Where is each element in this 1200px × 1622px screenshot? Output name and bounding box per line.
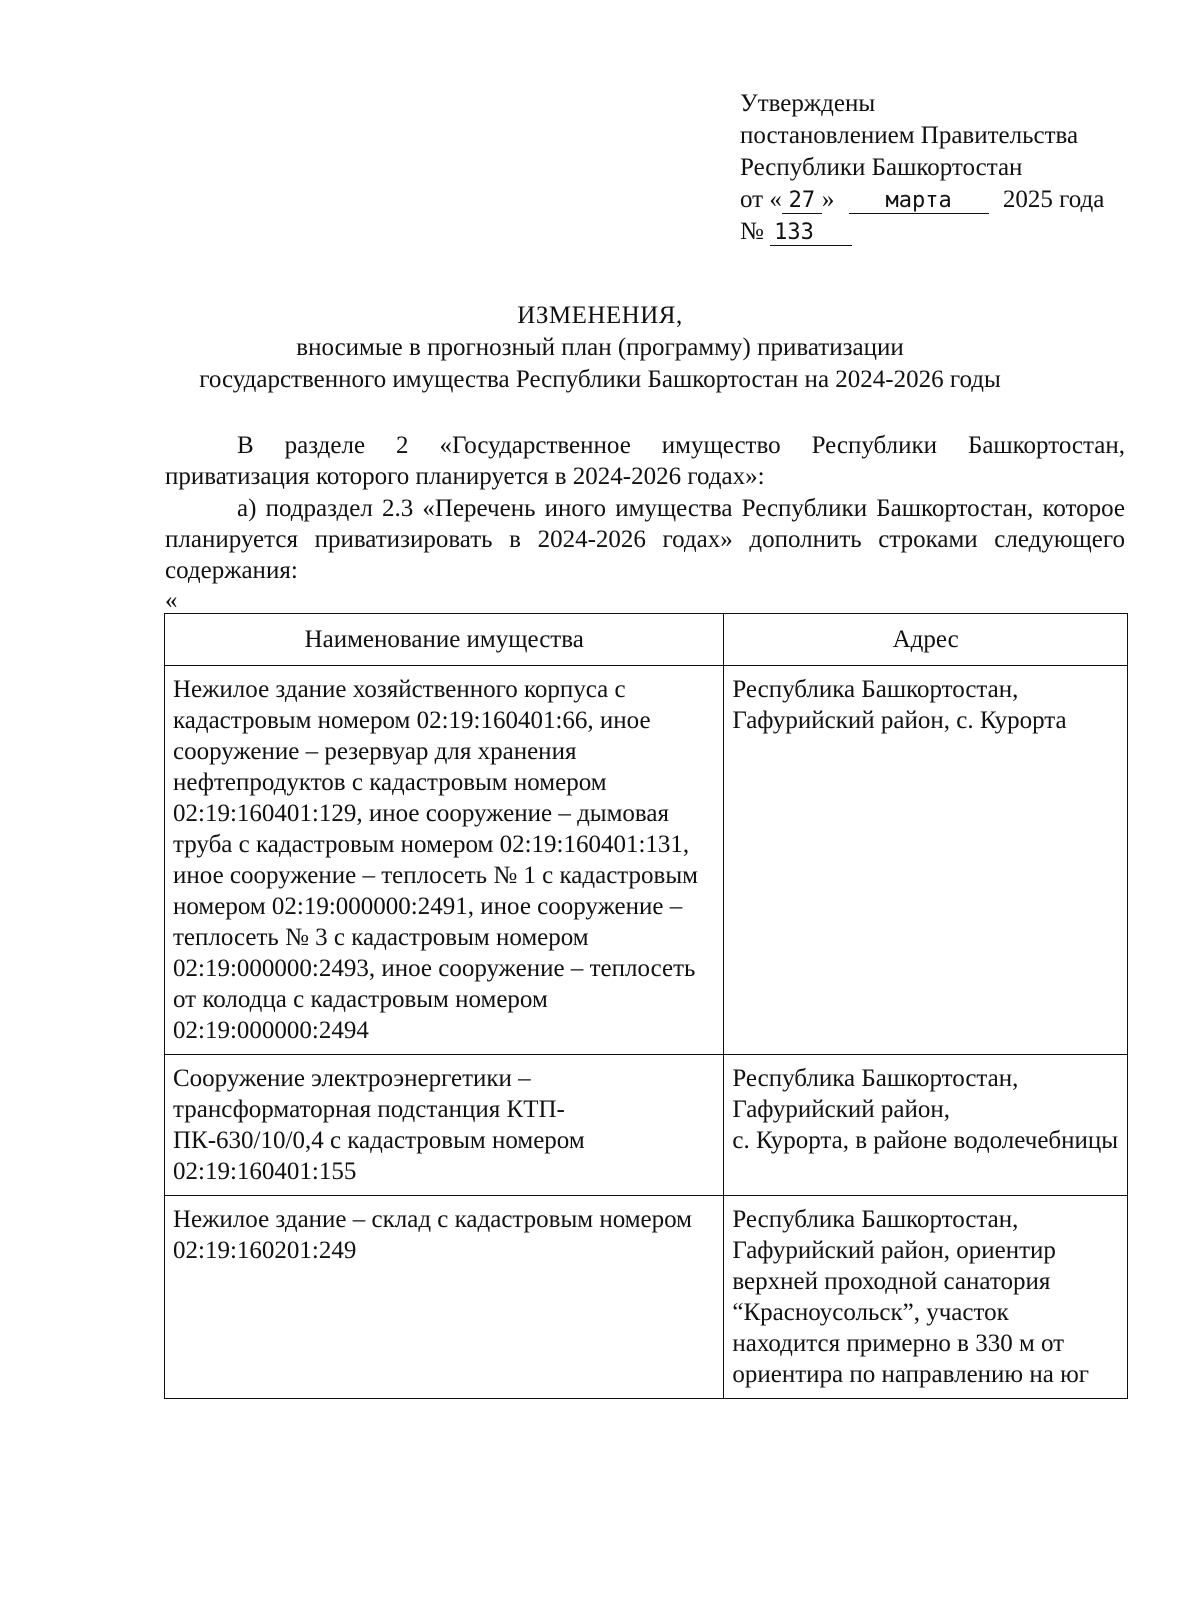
date-day: 27 — [782, 189, 822, 214]
approval-line-3: Республики Башкортостан — [740, 154, 1023, 181]
date-month: марта — [849, 189, 989, 214]
document-title — [0, 300, 1200, 396]
date-mid: » — [821, 186, 835, 213]
date-prefix: от « — [740, 186, 782, 213]
row-2-name: Сооружение электроэнергетики – трансформаторная подстанция КТП-ПК-630/10/0,4 с кадастровым номером 02:19:160401:155 — [165, 1055, 724, 1196]
title-sub-1: вносимые в прогнозный план (программу) приватизации — [296, 334, 904, 361]
number-prefix: № — [740, 218, 764, 245]
row-3-address: Республика Башкортостан, Гафурийский район, ориентир верхней проходной санатория “Красноусольск”, участок находится примерно в 330 м от ориентира по направлению на юг — [724, 1196, 1128, 1399]
table-row — [165, 1196, 1128, 1399]
approval-block — [740, 88, 1104, 248]
table-row — [165, 1055, 1128, 1196]
header-address: Адрес — [724, 614, 1128, 666]
quote-open-mark: « — [165, 587, 178, 614]
paragraph-1: В разделе 2 «Государственное имущество Республики Башкортостан, приватизация которого планируется в 2024-2026 годах»: — [165, 432, 1125, 490]
approval-line-2: постановлением Правительства — [740, 122, 1079, 149]
approval-line-1: Утверждены — [740, 90, 876, 117]
approval-number-line — [740, 216, 1104, 248]
document-number: 133 — [770, 221, 852, 246]
approval-date-line — [740, 184, 1104, 216]
row-2-address: Республика Башкортостан, Гафурийский район, с. Курорта, в районе водолечебницы — [724, 1055, 1128, 1196]
row-3-name: Нежилое здание – склад с кадастровым номером 02:19:160201:249 — [165, 1196, 724, 1399]
row-1-name: Нежилое здание хозяйственного корпуса с кадастровым номером 02:19:160401:66, иное сооружение – резервуар для хранения нефтепродуктов с кадастровым номером 02:19:160401:129, иное сооружение – дымовая труба с кадастровым номером 02:19:160401:131, иное сооружение – теплосеть № 1 с кадастровым номером 02:19:000000:2491, иное сооружение – теплосеть № 3 с кадастровым номером 02:19:000000:2493, иное сооружение – теплосеть от колодца с кадастровым номером 02:19:000000:2494 — [165, 666, 724, 1055]
title-main: ИЗМЕНЕНИЯ, — [517, 302, 683, 329]
paragraph-2: а) подраздел 2.3 «Перечень иного имущества Республики Башкортостан, которое планируется приватизировать в 2024-2026 годах» дополнить строками следующего содержания: — [165, 495, 1125, 584]
header-name: Наименование имущества — [165, 614, 724, 666]
table-row — [165, 666, 1128, 1055]
property-table — [164, 613, 1128, 1399]
table-header-row — [165, 614, 1128, 666]
row-1-address: Республика Башкортостан, Гафурийский район, с. Курорта — [724, 666, 1128, 1055]
date-year: 2025 года — [1002, 186, 1105, 213]
title-sub-2: государственного имущества Республики Башкортостан на 2024-2026 годы — [199, 366, 1001, 393]
